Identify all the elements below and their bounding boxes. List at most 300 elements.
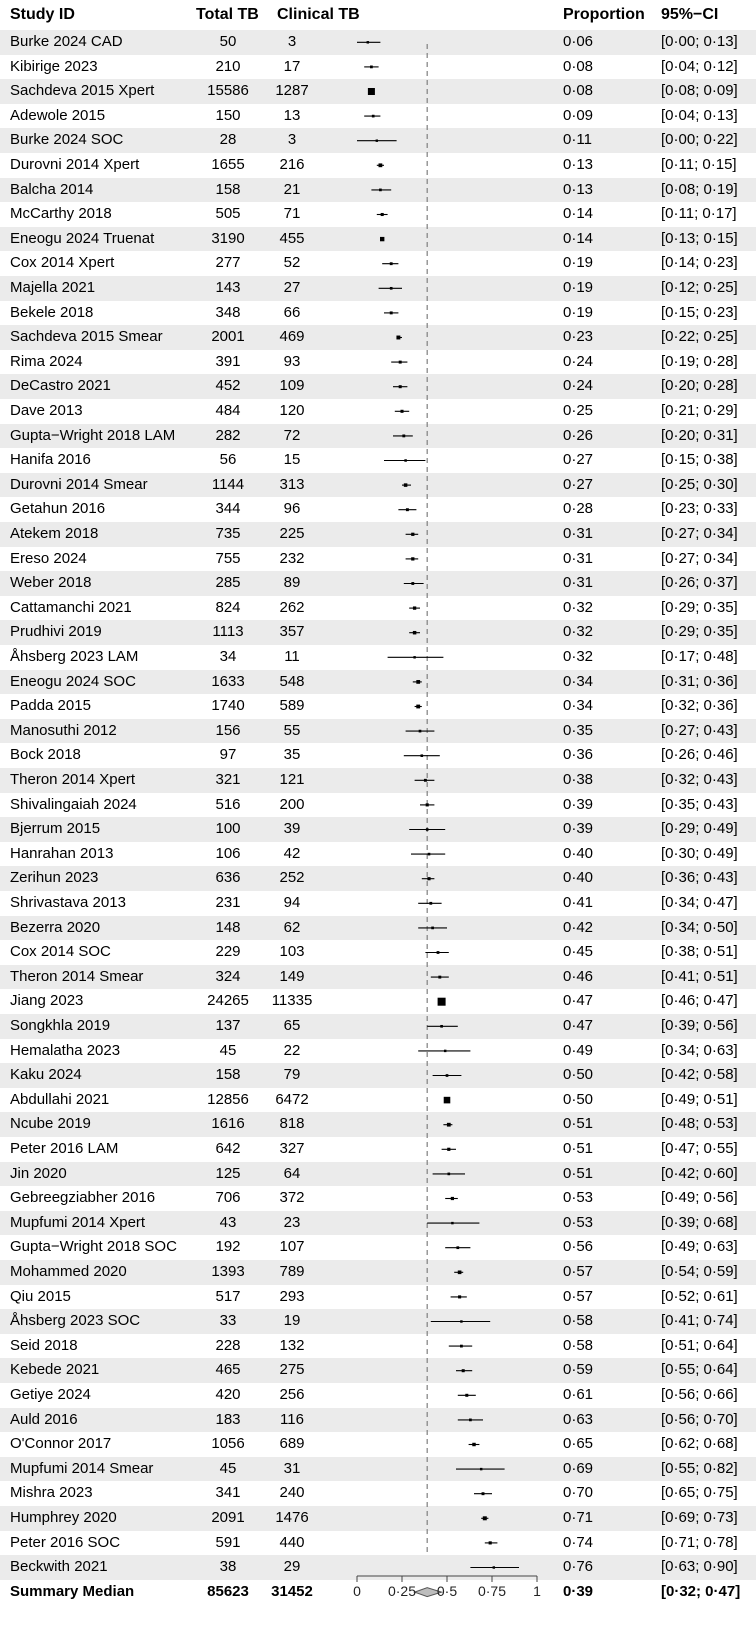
proportion-cell: 0·32 (563, 648, 594, 665)
total-tb-cell: 348 (215, 303, 241, 321)
proportion-cell: 0·13 (563, 156, 594, 173)
clinical-tb-cell: 256 (279, 1386, 305, 1403)
clinical-tb-cell: 1287 (275, 82, 309, 100)
clinical-tb-cell: 11 (284, 648, 300, 665)
point-estimate (458, 1295, 461, 1298)
point-estimate (469, 1419, 472, 1422)
point-estimate (489, 1541, 492, 1544)
point-estimate (416, 680, 420, 684)
confidence-interval-cell: [0·25; 0·30] (661, 475, 738, 493)
clinical-tb-cell: 103 (279, 943, 305, 961)
clinical-tb-cell: 440 (279, 1533, 305, 1551)
proportion-cell: 0·09 (563, 106, 594, 124)
confidence-interval-cell: [0·22; 0·25] (661, 328, 738, 346)
clinical-tb-cell: 52 (283, 254, 301, 272)
confidence-interval-cell: [0·69; 0·73] (661, 1509, 738, 1526)
point-estimate (404, 483, 408, 487)
total-tb-cell: 735 (215, 525, 241, 542)
study-id-cell: Humphrey 2020 (10, 1509, 117, 1526)
study-id-cell: Ereso 2024 (10, 549, 87, 567)
point-estimate (376, 139, 378, 141)
point-estimate (426, 803, 429, 806)
study-id-cell: Mupfumi 2014 Smear (10, 1459, 154, 1477)
confidence-interval-cell: [0·39; 0·68] (661, 1213, 738, 1231)
clinical-tb-cell: 15 (283, 451, 301, 469)
confidence-interval-cell: [0·32; 0·36] (661, 697, 738, 715)
confidence-interval-cell: [0·54; 0·59] (661, 1263, 738, 1280)
confidence-interval-cell: [0·62; 0·68] (661, 1435, 738, 1453)
point-estimate (460, 1345, 463, 1348)
confidence-interval-cell: [0·49; 0·51] (661, 1090, 738, 1108)
clinical-tb-cell: 65 (283, 1017, 301, 1034)
proportion-cell: 0·50 (563, 1090, 594, 1108)
point-estimate (370, 66, 373, 69)
point-estimate (416, 705, 420, 709)
clinical-tb-cell: 13 (283, 106, 301, 124)
point-estimate (438, 976, 441, 979)
point-estimate (406, 508, 409, 511)
clinical-tb-cell: 96 (283, 500, 301, 518)
confidence-interval-cell: [0·49; 0·56] (661, 1189, 738, 1207)
point-estimate (447, 1173, 450, 1176)
confidence-interval-cell: [0·56; 0·66] (661, 1386, 738, 1403)
point-estimate (427, 877, 430, 880)
point-estimate (483, 1516, 487, 1520)
confidence-interval-cell: [0·34; 0·63] (661, 1041, 738, 1059)
confidence-interval-cell: [0·00; 0·22] (661, 131, 738, 149)
study-id-cell: Åhsberg 2023 LAM (10, 648, 139, 665)
total-tb-cell: 2001 (211, 328, 245, 346)
x-tick-label: 0·25 (387, 1583, 417, 1599)
point-estimate (465, 1394, 468, 1397)
clinical-tb-cell: 107 (279, 1238, 305, 1256)
study-id-cell: Kibirige 2023 (10, 57, 98, 75)
total-tb-cell: 1056 (211, 1435, 245, 1453)
study-id-cell: Bekele 2018 (10, 303, 94, 321)
point-estimate (462, 1369, 465, 1372)
clinical-tb-cell: 27 (283, 279, 301, 296)
study-id-cell: Sachdeva 2015 Xpert (10, 82, 155, 100)
confidence-interval-cell: [0·38; 0·51] (661, 943, 738, 961)
study-id-cell: Peter 2016 SOC (10, 1533, 121, 1551)
point-estimate (380, 237, 384, 241)
total-tb-cell: 97 (219, 746, 237, 764)
point-estimate (447, 1148, 450, 1151)
study-id-cell: Bjerrum 2015 (10, 820, 101, 838)
point-estimate (451, 1222, 453, 1224)
study-id-cell: Rima 2024 (10, 352, 83, 370)
point-estimate (379, 163, 383, 167)
confidence-interval-cell: [0·12; 0·25] (661, 279, 738, 296)
confidence-interval-cell: [0·11; 0·15] (661, 156, 737, 173)
total-tb-cell: 824 (215, 598, 241, 616)
total-tb-cell: 282 (215, 426, 241, 444)
confidence-interval-cell: [0·32; 0·43] (661, 771, 738, 788)
proportion-cell: 0·51 (563, 1164, 594, 1182)
proportion-cell: 0·59 (563, 1361, 594, 1379)
total-tb-cell: 1740 (211, 697, 245, 715)
confidence-interval-cell: [0·47; 0·55] (661, 1140, 738, 1157)
study-id-cell: Zerihun 2023 (10, 869, 99, 887)
clinical-tb-cell: 132 (279, 1336, 305, 1354)
confidence-interval-cell: [0·27; 0·34] (661, 525, 738, 542)
proportion-cell: 0·34 (563, 697, 594, 715)
total-tb-cell: 137 (215, 1017, 241, 1034)
confidence-interval-cell: [0·46; 0·47] (661, 992, 738, 1010)
point-estimate (413, 606, 416, 609)
study-id-cell: Durovni 2014 Xpert (10, 156, 140, 173)
total-tb-cell: 231 (215, 894, 241, 911)
point-estimate (482, 1492, 485, 1495)
clinical-tb-cell: 818 (279, 1115, 305, 1133)
clinical-tb-cell: 120 (279, 402, 305, 419)
point-estimate (447, 1123, 451, 1127)
study-id-cell: Jin 2020 (10, 1164, 67, 1182)
total-tb-cell: 56 (219, 451, 237, 469)
clinical-tb-cell: 19 (283, 1312, 301, 1330)
proportion-cell: 0·53 (563, 1213, 594, 1231)
confidence-interval-cell: [0·27; 0·43] (661, 721, 738, 739)
proportion-cell: 0·45 (563, 943, 594, 961)
confidence-interval-cell: [0·00; 0·13] (661, 33, 738, 50)
study-id-cell: Mupfumi 2014 Xpert (10, 1213, 146, 1231)
clinical-tb-cell: 225 (279, 525, 305, 542)
point-estimate (379, 189, 382, 192)
total-tb-cell: 591 (215, 1533, 241, 1551)
proportion-cell: 0·36 (563, 746, 594, 764)
clinical-tb-cell: 116 (280, 1410, 304, 1428)
clinical-tb-cell: 372 (279, 1189, 305, 1207)
clinical-tb-cell: 42 (283, 844, 301, 862)
clinical-tb-cell: 313 (279, 475, 305, 493)
clinical-tb-cell: 232 (279, 549, 305, 567)
study-id-cell: Eneogu 2024 SOC (10, 672, 136, 690)
proportion-cell: 0·25 (563, 402, 594, 419)
confidence-interval-cell: [0·42; 0·58] (661, 1066, 738, 1084)
confidence-interval-cell: [0·49; 0·63] (661, 1238, 738, 1256)
confidence-interval-cell: [0·19; 0·28] (661, 352, 738, 370)
total-tb-cell: 106 (215, 844, 241, 862)
proportion-cell: 0·70 (563, 1484, 594, 1502)
confidence-interval-cell: [0·13; 0·15] (661, 229, 738, 247)
point-estimate (460, 1320, 462, 1322)
total-tb-cell: 2091 (211, 1509, 245, 1526)
proportion-cell: 0·69 (563, 1459, 594, 1477)
study-id-cell: O'Connor 2017 (10, 1435, 112, 1453)
total-tb-cell: 1113 (212, 623, 244, 641)
confidence-interval-cell: [0·20; 0·28] (661, 377, 738, 395)
study-id-cell: Cox 2014 Xpert (10, 254, 115, 272)
clinical-tb-cell: 240 (279, 1484, 305, 1502)
study-id-cell: Auld 2016 (10, 1410, 78, 1428)
confidence-interval-cell: [0·11; 0·17] (661, 205, 737, 223)
point-estimate (451, 1197, 454, 1200)
proportion-cell: 0·51 (563, 1115, 594, 1133)
point-estimate (390, 287, 393, 290)
clinical-tb-cell: 22 (283, 1041, 301, 1059)
proportion-cell: 0·27 (563, 475, 594, 493)
study-id-cell: Mishra 2023 (10, 1484, 93, 1502)
proportion-cell: 0·14 (563, 205, 594, 223)
clinical-tb-cell: 93 (283, 352, 301, 370)
point-estimate (437, 951, 440, 954)
clinical-tb-cell: 109 (279, 377, 305, 395)
total-tb-cell: 12856 (207, 1090, 249, 1108)
clinical-tb-cell: 357 (279, 623, 305, 641)
confidence-interval-cell: [0·32; 0·47] (661, 1582, 741, 1600)
clinical-tb-cell: 71 (283, 205, 301, 223)
clinical-tb-cell: 548 (279, 672, 305, 690)
confidence-interval-cell: [0·52; 0·61] (661, 1287, 738, 1305)
clinical-tb-cell: 94 (283, 894, 301, 911)
proportion-cell: 0·08 (563, 57, 594, 75)
confidence-interval-cell: [0·29; 0·49] (661, 820, 738, 838)
point-estimate (411, 533, 414, 536)
total-tb-cell: 341 (215, 1484, 241, 1502)
total-tb-cell: 755 (215, 549, 241, 567)
study-id-cell: Gupta−Wright 2018 SOC (10, 1238, 177, 1256)
clinical-tb-cell: 200 (279, 795, 305, 813)
proportion-cell: 0·13 (563, 180, 594, 198)
proportion-cell: 0·76 (563, 1558, 594, 1576)
point-estimate (372, 115, 375, 118)
proportion-cell: 0·57 (563, 1287, 594, 1305)
proportion-cell: 0·41 (563, 894, 594, 911)
point-estimate (438, 998, 446, 1006)
header-proportion: Proportion (563, 6, 645, 23)
total-tb-cell: 344 (215, 500, 241, 518)
proportion-cell: 0·56 (563, 1238, 594, 1256)
study-id-cell: Åhsberg 2023 SOC (10, 1312, 141, 1330)
study-id-cell: Theron 2014 Smear (10, 967, 144, 985)
point-estimate (431, 927, 434, 930)
confidence-interval-cell: [0·36; 0·43] (661, 869, 738, 887)
clinical-tb-cell: 55 (283, 721, 301, 739)
confidence-interval-cell: [0·31; 0·36] (661, 672, 738, 690)
x-tick-label: 1 (533, 1583, 541, 1599)
study-id-cell: Sachdeva 2015 Smear (10, 328, 163, 346)
study-id-cell: Bezerra 2020 (10, 918, 101, 936)
clinical-tb-cell: 62 (283, 918, 301, 936)
proportion-cell: 0·27 (563, 451, 594, 469)
total-tb-cell: 465 (215, 1361, 241, 1379)
total-tb-cell: 1393 (211, 1263, 245, 1280)
clinical-tb-cell: 31452 (271, 1582, 313, 1600)
study-id-cell: Gupta−Wright 2018 LAM (10, 426, 176, 444)
total-tb-cell: 1144 (211, 475, 245, 493)
confidence-interval-cell: [0·14; 0·23] (661, 254, 738, 272)
clinical-tb-cell: 39 (283, 820, 301, 838)
header-total-tb: Total TB (196, 6, 259, 23)
clinical-tb-cell: 589 (279, 697, 305, 715)
confidence-interval-cell: [0·48; 0·53] (661, 1115, 738, 1133)
confidence-interval-cell: [0·29; 0·35] (661, 623, 738, 641)
proportion-cell: 0·26 (563, 426, 594, 444)
study-id-cell: Getiye 2024 (10, 1386, 91, 1403)
proportion-cell: 0·35 (563, 721, 594, 739)
point-estimate (428, 853, 431, 856)
confidence-interval-cell: [0·34; 0·47] (661, 894, 738, 911)
study-id-cell: Summary Median (10, 1582, 135, 1600)
point-estimate (440, 1025, 443, 1028)
total-tb-cell: 192 (215, 1238, 241, 1256)
total-tb-cell: 228 (215, 1336, 241, 1354)
total-tb-cell: 229 (215, 943, 241, 961)
confidence-interval-cell: [0·04; 0·12] (661, 57, 738, 75)
proportion-cell: 0·28 (563, 500, 594, 518)
proportion-cell: 0·40 (563, 869, 594, 887)
clinical-tb-cell: 6472 (275, 1090, 309, 1108)
confidence-interval-cell: [0·41; 0·74] (661, 1312, 738, 1330)
confidence-interval-cell: [0·39; 0·56] (661, 1017, 738, 1034)
study-id-cell: Manosuthi 2012 (10, 721, 117, 739)
confidence-interval-cell: [0·21; 0·29] (661, 402, 738, 419)
study-id-cell: Padda 2015 (10, 697, 91, 715)
x-tick-label: 0·75 (477, 1583, 507, 1599)
proportion-cell: 0·08 (563, 82, 594, 100)
total-tb-cell: 285 (215, 574, 241, 592)
confidence-interval-cell: [0·20; 0·31] (661, 426, 738, 444)
proportion-cell: 0·63 (563, 1410, 594, 1428)
total-tb-cell: 642 (215, 1140, 241, 1157)
confidence-interval-cell: [0·51; 0·64] (661, 1336, 738, 1354)
point-estimate (456, 1246, 459, 1249)
proportion-cell: 0·23 (563, 328, 594, 346)
total-tb-cell: 321 (215, 771, 241, 788)
study-id-cell: Beckwith 2021 (10, 1558, 108, 1576)
confidence-interval-cell: [0·15; 0·38] (661, 451, 738, 469)
proportion-cell: 0·32 (563, 623, 594, 641)
study-id-cell: Songkhla 2019 (10, 1017, 111, 1034)
proportion-cell: 0·31 (563, 525, 594, 542)
study-id-cell: Weber 2018 (10, 574, 92, 592)
point-estimate (413, 656, 415, 658)
total-tb-cell: 1655 (211, 156, 245, 173)
proportion-cell: 0·49 (563, 1041, 594, 1059)
total-tb-cell: 505 (215, 205, 241, 223)
point-estimate (426, 828, 429, 831)
confidence-interval-cell: [0·63; 0·90] (661, 1558, 738, 1576)
confidence-interval-cell: [0·26; 0·37] (661, 574, 738, 592)
clinical-tb-cell: 89 (283, 574, 301, 592)
study-id-cell: Kebede 2021 (10, 1361, 100, 1379)
study-id-cell: Prudhivi 2019 (10, 623, 102, 641)
study-id-cell: Theron 2014 Xpert (10, 771, 136, 788)
total-tb-cell: 148 (215, 918, 241, 936)
study-id-cell: Getahun 2016 (10, 500, 106, 518)
total-tb-cell: 24265 (207, 992, 249, 1010)
clinical-tb-cell: 17 (283, 57, 301, 75)
study-id-cell: Abdullahi 2021 (10, 1090, 110, 1108)
total-tb-cell: 143 (215, 279, 241, 296)
study-id-cell: Burke 2024 CAD (10, 33, 123, 50)
point-estimate (413, 631, 416, 634)
confidence-interval-cell: [0·35; 0·43] (661, 795, 738, 813)
point-estimate (411, 557, 414, 560)
confidence-interval-cell: [0·29; 0·35] (661, 598, 738, 616)
clinical-tb-cell: 455 (279, 229, 305, 247)
proportion-cell: 0·65 (563, 1435, 594, 1453)
total-tb-cell: 85623 (207, 1582, 249, 1600)
confidence-interval-cell: [0·56; 0·70] (661, 1410, 738, 1428)
study-id-cell: Balcha 2014 (10, 180, 94, 198)
clinical-tb-cell: 79 (283, 1066, 301, 1084)
clinical-tb-cell: 121 (279, 771, 305, 788)
point-estimate (472, 1443, 475, 1446)
x-tick-label: 0 (353, 1583, 361, 1599)
point-estimate (381, 213, 384, 216)
total-tb-cell: 277 (215, 254, 241, 272)
proportion-cell: 0·47 (563, 1017, 594, 1034)
point-estimate (399, 361, 402, 364)
confidence-interval-cell: [0·17; 0·48] (661, 648, 738, 665)
point-estimate (446, 1074, 449, 1077)
total-tb-cell: 43 (219, 1213, 237, 1231)
point-estimate (444, 1050, 446, 1052)
point-estimate (390, 311, 393, 314)
proportion-cell: 0·31 (563, 574, 594, 592)
confidence-interval-cell: [0·65; 0·75] (661, 1484, 738, 1502)
confidence-interval-cell: [0·55; 0·82] (661, 1459, 738, 1477)
confidence-interval-cell: [0·04; 0·13] (661, 106, 738, 124)
confidence-interval-cell: [0·15; 0·23] (661, 303, 738, 321)
proportion-cell: 0·39 (563, 1582, 594, 1600)
study-id-cell: Hanrahan 2013 (10, 844, 114, 862)
confidence-interval-cell: [0·42; 0·60] (661, 1164, 738, 1182)
study-id-cell: Qiu 2015 (10, 1287, 71, 1305)
total-tb-cell: 28 (219, 131, 237, 149)
x-tick-label: 0·5 (436, 1583, 458, 1599)
study-id-cell: McCarthy 2018 (10, 205, 112, 223)
clinical-tb-cell: 789 (279, 1263, 305, 1280)
study-id-cell: Burke 2024 SOC (10, 131, 124, 149)
study-id-cell: Mohammed 2020 (10, 1263, 127, 1280)
total-tb-cell: 33 (219, 1312, 237, 1330)
study-id-cell: Adewole 2015 (10, 106, 106, 124)
proportion-cell: 0·19 (563, 303, 594, 321)
total-tb-cell: 38 (219, 1558, 237, 1576)
proportion-cell: 0·46 (563, 967, 594, 985)
total-tb-cell: 452 (215, 377, 241, 395)
clinical-tb-cell: 252 (279, 869, 305, 887)
confidence-interval-cell: [0·08; 0·19] (661, 180, 738, 198)
total-tb-cell: 156 (215, 721, 241, 739)
proportion-cell: 0·61 (563, 1386, 594, 1403)
total-tb-cell: 183 (215, 1410, 241, 1428)
total-tb-cell: 1633 (211, 672, 245, 690)
study-id-cell: Eneogu 2024 Truenat (10, 229, 155, 247)
point-estimate (411, 582, 414, 585)
total-tb-cell: 706 (215, 1189, 241, 1207)
clinical-tb-cell: 72 (283, 426, 301, 444)
point-estimate (480, 1468, 482, 1470)
clinical-tb-cell: 64 (283, 1164, 301, 1182)
proportion-cell: 0·39 (563, 795, 594, 813)
point-estimate (444, 1097, 451, 1104)
study-id-cell: Cox 2014 SOC (10, 943, 111, 961)
point-estimate (396, 336, 400, 340)
study-id-cell: Peter 2016 LAM (10, 1140, 119, 1157)
point-estimate (421, 754, 424, 757)
point-estimate (402, 434, 405, 437)
study-id-cell: Bock 2018 (10, 746, 81, 764)
proportion-cell: 0·53 (563, 1189, 594, 1207)
point-estimate (429, 902, 432, 905)
confidence-interval-cell: [0·08; 0·09] (661, 82, 738, 100)
clinical-tb-cell: 1476 (275, 1509, 309, 1526)
study-id-cell: Kaku 2024 (10, 1066, 82, 1084)
confidence-interval-cell: [0·30; 0·49] (661, 844, 738, 862)
